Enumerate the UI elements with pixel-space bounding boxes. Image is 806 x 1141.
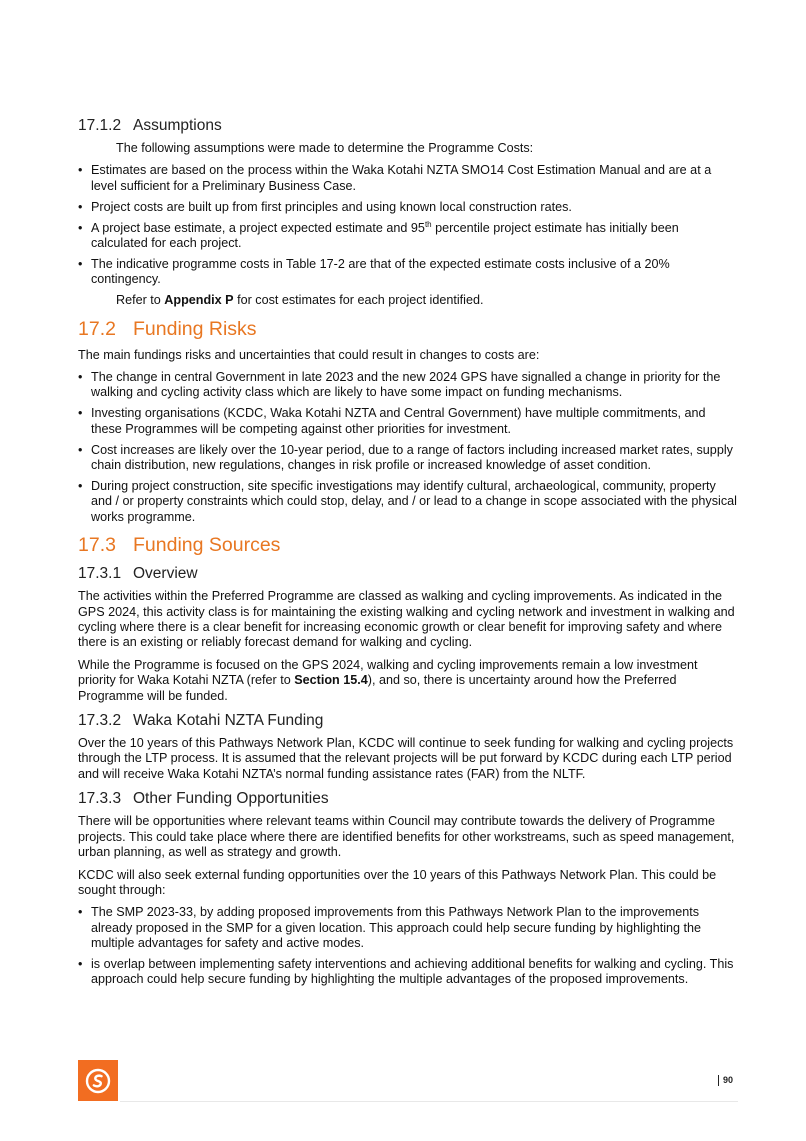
list-item: • The indicative programme costs in Table 17-2 are that of the expected estimate costs inclusive of a 20% contingency. [78, 257, 738, 288]
section-heading-17-3: 17.3 Funding Sources [78, 534, 281, 557]
appendix-reference: Appendix P [164, 293, 234, 308]
paragraph: While the Programme is focused on the GPS 2024, walking and cycling improvements remain a low investment priority for Waka Kotahi NZTA (refer to Section 15.4), and so, there is uncertainty around how the Preferred Programme will be funded. [78, 657, 698, 703]
bullet-list [78, 370, 738, 525]
list-item: • Cost increases are likely over the 10-year period, due to a range of factors including increased market rates, supply chain distribution, new regulations, changes in risk profile or increased knowledge of asset condition. [78, 443, 738, 474]
section-heading-17-3-2: 17.3.2 Waka Kotahi NZTA Funding [78, 712, 324, 730]
paragraph: KCDC will also seek external funding opportunities over the 10 years of this Pathways Network Plan. This could be sought through: [78, 867, 717, 897]
list-item: • Project costs are built up from first principles and using known local construction rates. [78, 200, 738, 215]
document-body [78, 116, 738, 993]
section-heading-17-2: 17.2 Funding Risks [78, 317, 257, 340]
paragraph: Over the 10 years of this Pathways Network Plan, KCDC will continue to seek funding for walking and cycling projects through the LTP process. It is assumed that the relevant projects will be put forward by KCDC during each LTP period and will receive Waka Kotahi NZTA’s normal funding assistance rates (FAR) from the NLTF. [78, 736, 734, 781]
section-reference: Section 15.4 [294, 673, 368, 688]
logo-icon [85, 1068, 111, 1094]
section-heading-17-3-1: 17.3.1 Overview [78, 565, 198, 583]
paragraph: The following assumptions were made to determine the Programme Costs: [116, 141, 534, 155]
list-item: • A project base estimate, a project expected estimate and 95th percentile project estimate has initially been calculated for each project. [78, 221, 738, 252]
bullet-list [78, 905, 738, 988]
paragraph: Refer to Appendix P for cost estimates for each project identified. [116, 293, 484, 308]
list-item: • The SMP 2023-33, by adding proposed improvements from this Pathways Network Plan to the improvements already proposed in the SMP for a given location. This approach could help secure funding by highlighting the multiple advantages for safety and active modes. [78, 905, 738, 951]
paragraph: The main fundings risks and uncertainties that could result in changes to costs are: [78, 347, 540, 362]
list-item: • Investing organisations (KCDC, Waka Kotahi NZTA and Central Government) have multiple commitments, and these Programmes will be competing against other priorities for investment. [78, 406, 738, 437]
list-item: • is overlap between implementing safety interventions and achieving additional benefits for walking and cycling. This approach could help secure funding by highlighting the multiple advantages of the proposed improvements. [78, 957, 738, 988]
footer-divider [120, 1101, 738, 1102]
paragraph: The activities within the Preferred Programme are classed as walking and cycling improvements. As indicated in the GPS 2024, this activity class is for maintaining the existing walking and cycling network and investment in walking and cycling where there is a clear benefit for increasing economic growth or clear benefit for improving safety and where there is an existing or reliably forecast demand for walking and cycling. [78, 589, 735, 650]
list-item: • During project construction, site specific investigations may identify cultural, archaeological, community, property and / or property constraints which could stop, delay, and / or lead to a change in scope associated with the physical works programme. [78, 479, 738, 525]
company-logo [78, 1060, 118, 1101]
bullet-list [78, 163, 738, 287]
section-heading-17-3-3: 17.3.3 Other Funding Opportunities [78, 790, 329, 808]
paragraph: There will be opportunities where relevant teams within Council may contribute towards the delivery of Programme projects. This could take place where there are identified benefits for other workstreams, such as speed management, urban planning, as well as strategy and growth. [78, 814, 735, 860]
page-number: 90 [718, 1075, 733, 1086]
list-item: • Estimates are based on the process within the Waka Kotahi NZTA SMO14 Cost Estimation Manual and are at a level sufficient for a Preliminary Business Case. [78, 163, 738, 194]
section-heading-17-1-2: 17.1.2 Assumptions [78, 117, 222, 134]
list-item: • The change in central Government in late 2023 and the new 2024 GPS have signalled a change in priority for the walking and cycling activity class which are likely to have some impact on funding mechanisms. [78, 370, 738, 401]
